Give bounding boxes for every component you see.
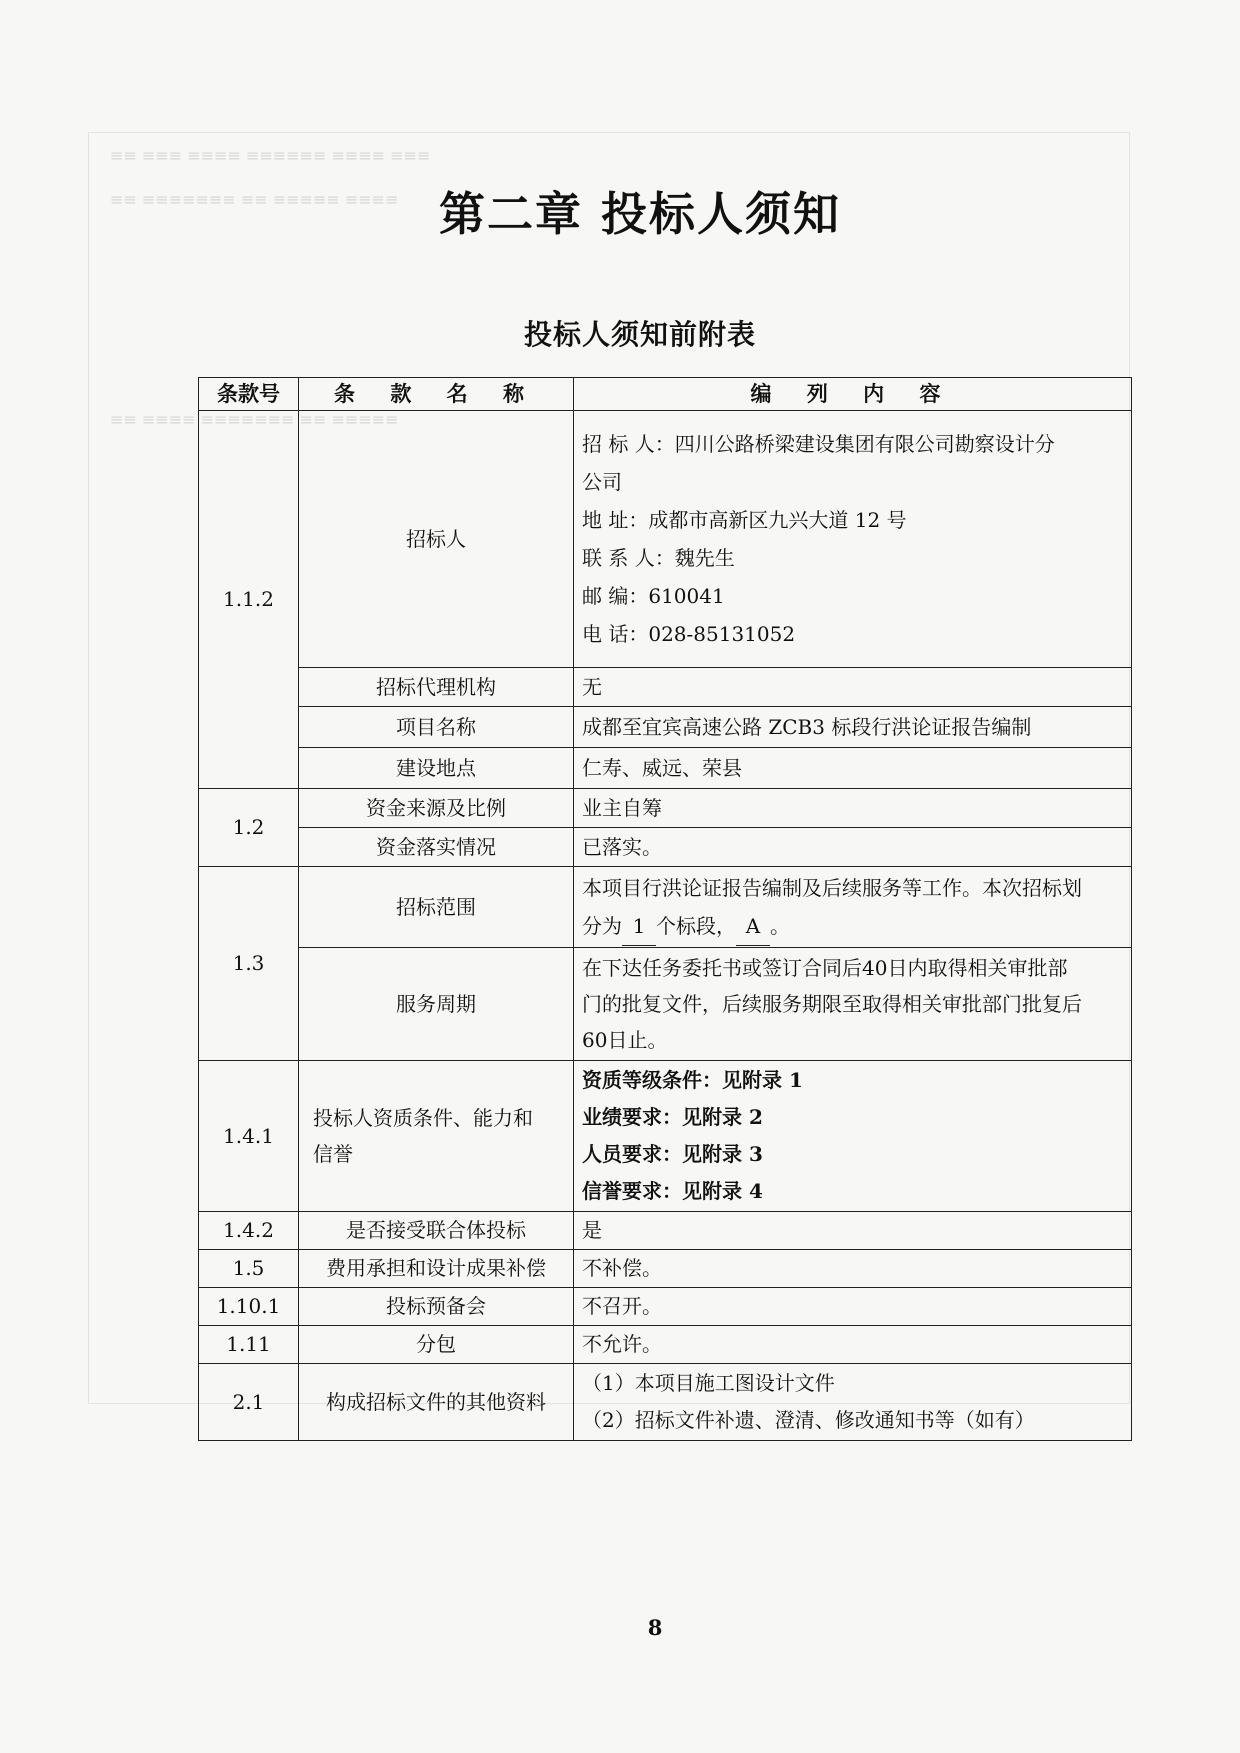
clause-name [299,1061,574,1212]
clause-name: 服务周期 [299,948,574,1061]
clause-name: 构成招标文件的其他资料 [299,1364,574,1441]
contact-line: 联 系 人：魏先生 [582,546,735,570]
requirement-line: 人员要求：见附录 3 [582,1142,763,1166]
clause-name: 招标范围 [299,867,574,948]
clause-number: 1.10.1 [199,1288,299,1326]
table-row [199,1250,1132,1288]
clause-name: 项目名称 [299,707,574,748]
clause-number: 1.4.2 [199,1212,299,1250]
bleed-through-text: ≡≡ ≡≡≡≡ ≡≡≡≡≡≡≡ ≡≡ ≡≡≡≡≡ [110,410,399,429]
scope-line [582,907,1123,946]
clause-content: 是 [574,1212,1132,1250]
clause-content: 业主自筹 [574,789,1132,828]
clause-number: 1.3 [199,867,299,1061]
table-row [199,748,1132,789]
table-row [199,707,1132,748]
sections-count: 1 [622,907,656,946]
period-line: 在下达任务委托书或签订合同后40日内取得相关审批部 [582,956,1068,980]
phone-line: 电 话：028-85131052 [582,622,796,646]
requirement-line: 资质等级条件：见附录 1 [582,1068,803,1092]
document-line: （2）招标文件补遗、澄清、修改通知书等（如有） [582,1408,1035,1432]
clause-content: 不召开。 [574,1288,1132,1326]
requirement-line: 业绩要求：见附录 2 [582,1105,763,1129]
bidder-instructions-table [198,377,1132,1441]
clause-content [574,411,1132,668]
table-title: 投标人须知前附表 [523,318,756,351]
scope-text: 个标段， [656,913,736,938]
clause-content: 成都至宜宾高速公路 ZCB3 标段行洪论证报告编制 [574,707,1132,748]
clause-number: 1.5 [199,1250,299,1288]
bleed-through-text: ≡≡ ≡≡≡≡≡≡≡ ≡≡ ≡≡≡≡≡ ≡≡≡≡ [110,190,399,209]
table-row [199,1288,1132,1326]
clause-name: 分包 [299,1326,574,1364]
scope-text: 分为 [582,913,622,938]
clause-number: 1.11 [199,1326,299,1364]
clause-name: 资金来源及比例 [299,789,574,828]
clause-name-line: 信誉 [313,1142,353,1166]
page-number: 8 [647,1615,663,1640]
table-row [199,1364,1132,1441]
clause-content: 不允许。 [574,1326,1132,1364]
table-row [199,828,1132,867]
clause-name-line: 投标人资质条件、能力和 [313,1106,533,1130]
clause-content: 已落实。 [574,828,1132,867]
section-name: A [736,907,770,946]
scope-text: 。 [770,913,790,938]
clause-name: 建设地点 [299,748,574,789]
period-line: 60日止。 [582,1028,668,1052]
postcode-line: 邮 编：610041 [582,584,725,608]
table-row [199,668,1132,707]
clause-number: 1.4.1 [199,1061,299,1212]
clause-content [574,948,1132,1061]
clause-name: 费用承担和设计成果补偿 [299,1250,574,1288]
clause-content: 仁寿、威远、荣县 [574,748,1132,789]
table-row [199,1212,1132,1250]
clause-number: 1.2 [199,789,299,867]
clause-name: 是否接受联合体投标 [299,1212,574,1250]
scope-line: 本项目行洪论证报告编制及后续服务等工作。本次招标划 [582,875,1082,900]
clause-content: 无 [574,668,1132,707]
clause-name: 招标人 [299,411,574,668]
bleed-through-text: ≡≡ ≡≡≡ ≡≡≡≡ ≡≡≡≡≡≡ ≡≡≡≡ ≡≡≡ [110,146,431,165]
clause-name: 投标预备会 [299,1288,574,1326]
clause-number: 2.1 [199,1364,299,1441]
clause-number: 1.1.2 [199,411,299,789]
chapter-title: 第二章 投标人须知 [438,187,841,241]
clause-name: 招标代理机构 [299,668,574,707]
clause-content [574,867,1132,948]
table-header-row [199,378,1132,411]
period-line: 门的批复文件，后续服务期限至取得相关审批部门批复后 [582,992,1082,1016]
tenderer-line: 公司 [582,470,622,494]
clause-content [574,1364,1132,1441]
table-row [199,789,1132,828]
address-line: 地 址：成都市高新区九兴大道 12 号 [582,508,907,532]
clause-name: 资金落实情况 [299,828,574,867]
table-row [199,867,1132,948]
header-clause-no: 条款号 [199,378,299,411]
clause-content: 不补偿。 [574,1250,1132,1288]
clause-content [574,1061,1132,1212]
table-row [199,948,1132,1061]
tenderer-line: 招 标 人：四川公路桥梁建设集团有限公司勘察设计分 [582,432,1055,456]
document-line: （1）本项目施工图设计文件 [582,1371,835,1395]
table-row [199,1326,1132,1364]
header-content: 编 列 内 容 [574,378,1132,411]
header-clause-name: 条 款 名 称 [299,378,574,411]
requirement-line: 信誉要求：见附录 4 [582,1179,763,1203]
table-row [199,411,1132,668]
table-row [199,1061,1132,1212]
